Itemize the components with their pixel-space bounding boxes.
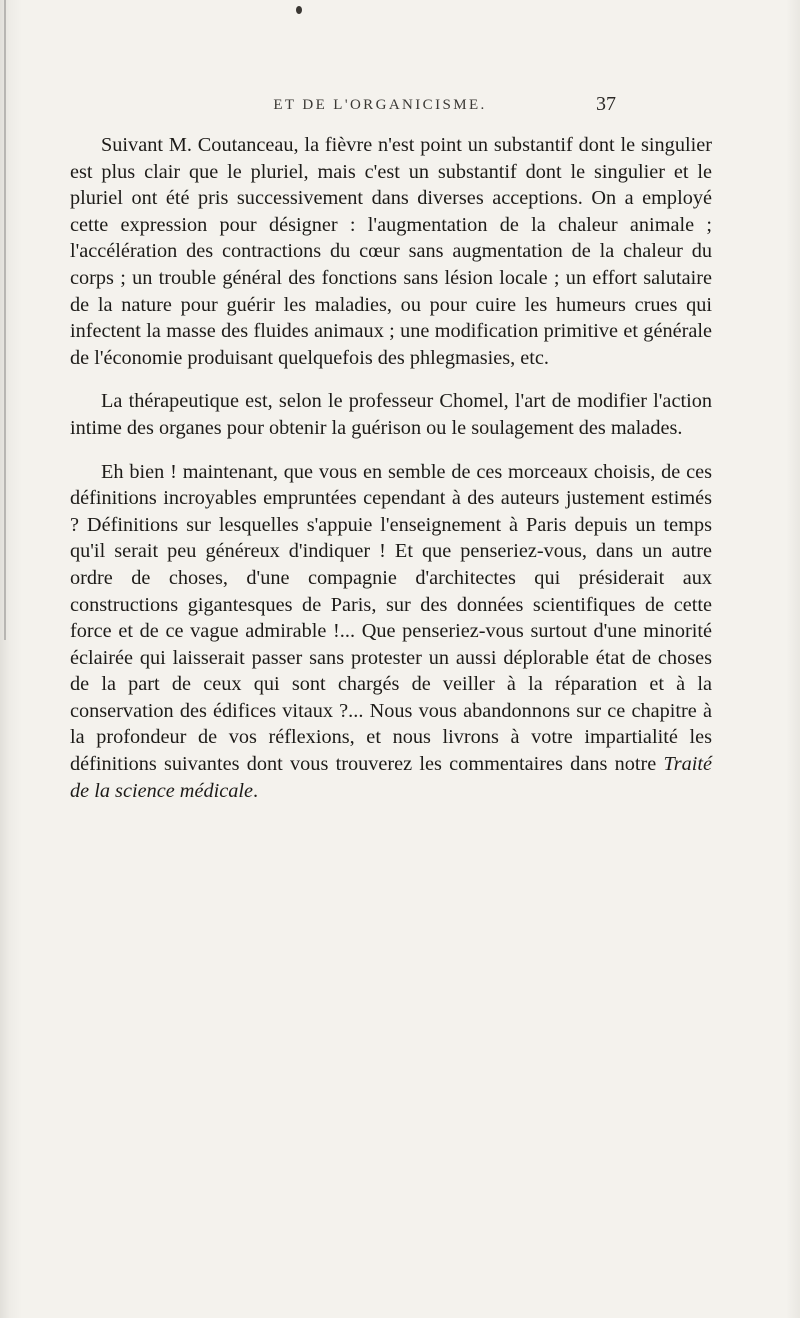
paragraph-1-text: Suivant M. Coutanceau, la fièvre n'est point un substantif dont le singulier est plus clair que le pluriel, mais c'est un substantif dont le singulier et le pluriel ont été pris successivement dans diverses acceptions. On a employé cette expression pour désigner : l'augmentation de la chaleur animale ; l'accélération des contractions du cœur sans augmentation de la chaleur du corps ; un trouble général des fonctions sans lésion locale ; un effort salutaire de la nature pour guérir les maladies, ou pour cuire les humeurs crues qui infectent la masse des fluides animaux ; une modification primitive et générale de l'économie produisant quelquefois des phlegmasies, etc. xyxy=(70,134,712,369)
page-header xyxy=(0,93,800,123)
paragraph-2-text: La thérapeutique est, selon le professeur Chomel, l'art de modifier l'action intime des organes pour obtenir la guérison ou le soulagement des malades. xyxy=(70,390,712,439)
paragraph-3 xyxy=(70,459,712,805)
page-number: 37 xyxy=(596,93,616,115)
body-text xyxy=(70,132,712,804)
paragraph-1 xyxy=(70,132,712,371)
paragraph-3-text: Eh bien ! maintenant, que vous en semble de ces morceaux choisis, de ces définitions incroyables empruntées cependant à des auteurs justement estimés ? Définitions sur lesquelles s'appuie l'enseignement à Paris depuis un temps qu'il serait peu généreux d'indiquer ! Et que penseriez-vous, dans un autre ordre de choses, d'une compagnie d'architectes qui présiderait aux constructions gigantesques de Paris, sur des données scientifiques de cette force et de ce vague admirable !... Que penseriez-vous surtout d'une minorité éclairée qui laisserait passer sans protester un aussi déplorable état de choses de la part de ceux qui sont chargés de veiller à la réparation et à la conservation des édifices vitaux ?... Nous vous abandonnons sur ce chapitre à la profondeur de vos réflexions, et nous livrons à votre impartialité les définitions suivantes dont vous trouverez les commentaires dans notre xyxy=(70,460,712,776)
book-title: Traité de la science médicale xyxy=(70,753,712,802)
ink-spot xyxy=(296,6,302,14)
paragraph-2 xyxy=(70,388,712,441)
running-head: ET DE L'ORGANICISME. xyxy=(273,97,487,113)
paragraph-3-end: . xyxy=(253,779,259,802)
